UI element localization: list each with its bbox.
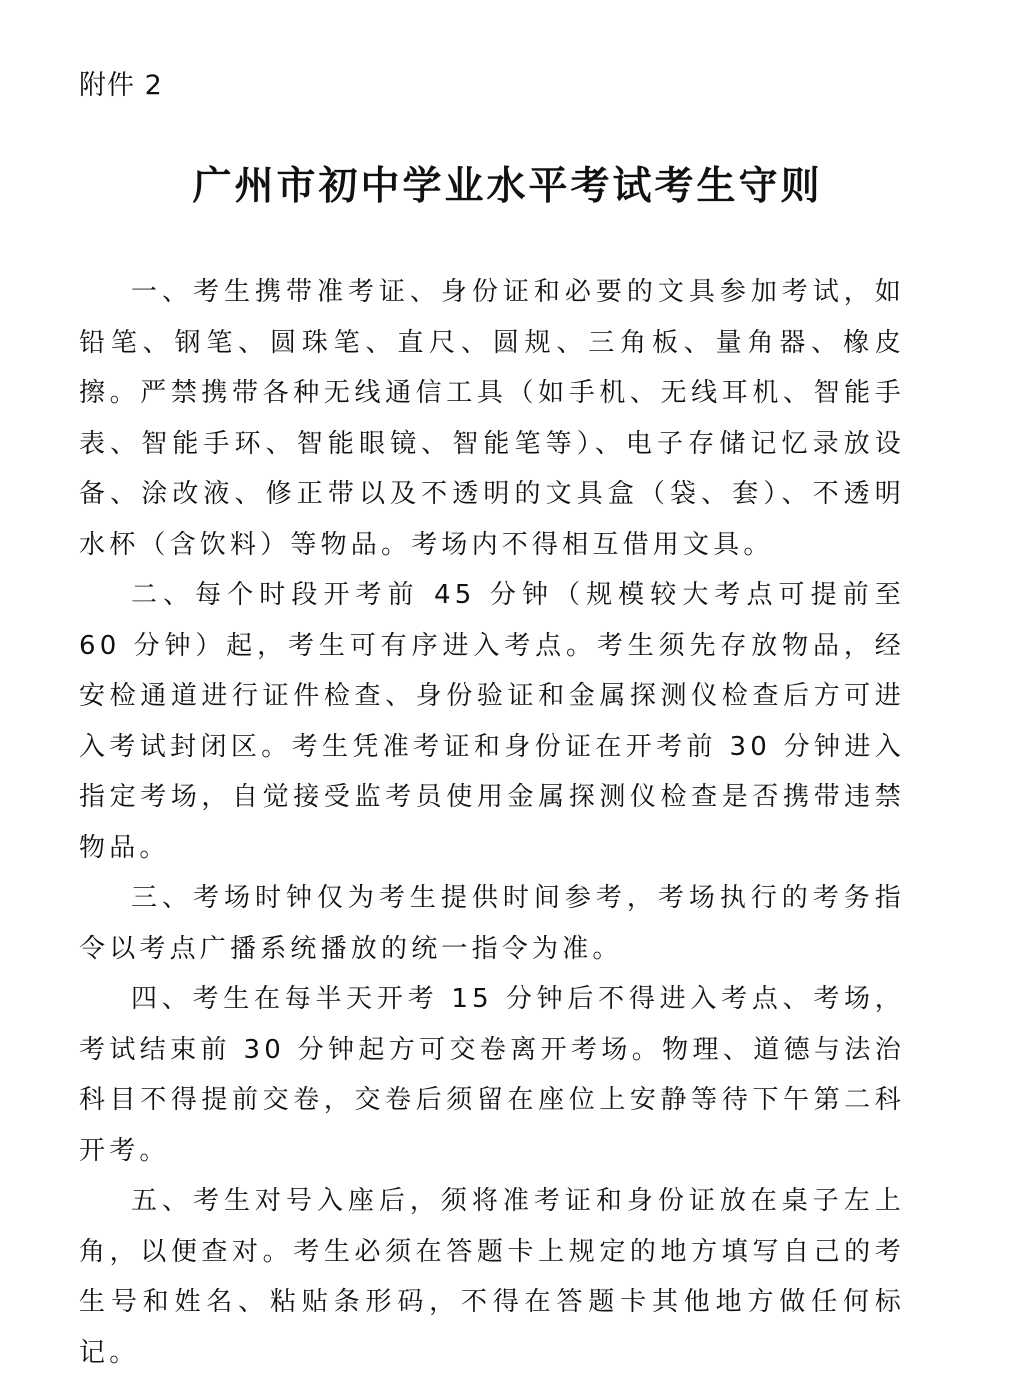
rule-paragraph-1: 一、考生携带准考证、身份证和必要的文具参加考试，如铅笔、钢笔、圆珠笔、直尺、圆规、三角板、量角器、橡皮擦。严禁携带各种无线通信工具（如手机、无线耳机、智能手表、智能手环、智能眼镜、智能笔等）、电子存储记忆录放设备、涂改液、修正带以及不透明的文具盒（袋、套）、不透明水杯（含饮料）等物品。考场内不得相互借用文具。 xyxy=(79,277,905,560)
attachment-label: 附件 2 xyxy=(79,70,163,101)
rule-paragraph-3: 三、考场时钟仅为考生提供时间参考，考场执行的考务指令以考点广播系统播放的统一指令为准。 xyxy=(79,883,905,964)
document-body xyxy=(79,267,905,1378)
rule-paragraph-2: 二、每个时段开考前 45 分钟（规模较大考点可提前至 60 分钟）起，考生可有序进入考点。考生须先存放物品，经安检通道进行证件检查、身份验证和金属探测仪检查后方可进入考试封闭区。考生凭准考证和身份证在开考前 30 分钟进入指定考场，自觉接受监考员使用金属探测仪检查是否携带违禁物品。 xyxy=(79,580,905,863)
rule-paragraph-4: 四、考生在每半天开考 15 分钟后不得进入考点、考场，考试结束前 30 分钟起方可交卷离开考场。物理、道德与法治科目不得提前交卷，交卷后须留在座位上安静等待下午第二科开考。 xyxy=(79,984,905,1166)
document-title: 广州市初中学业水平考试考生守则 xyxy=(192,163,823,209)
rule-paragraph-5: 五、考生对号入座后，须将准考证和身份证放在桌子左上角，以便查对。考生必须在答题卡上规定的地方填写自己的考生号和姓名、粘贴条形码，不得在答题卡其他地方做任何标记。 xyxy=(79,1186,905,1368)
